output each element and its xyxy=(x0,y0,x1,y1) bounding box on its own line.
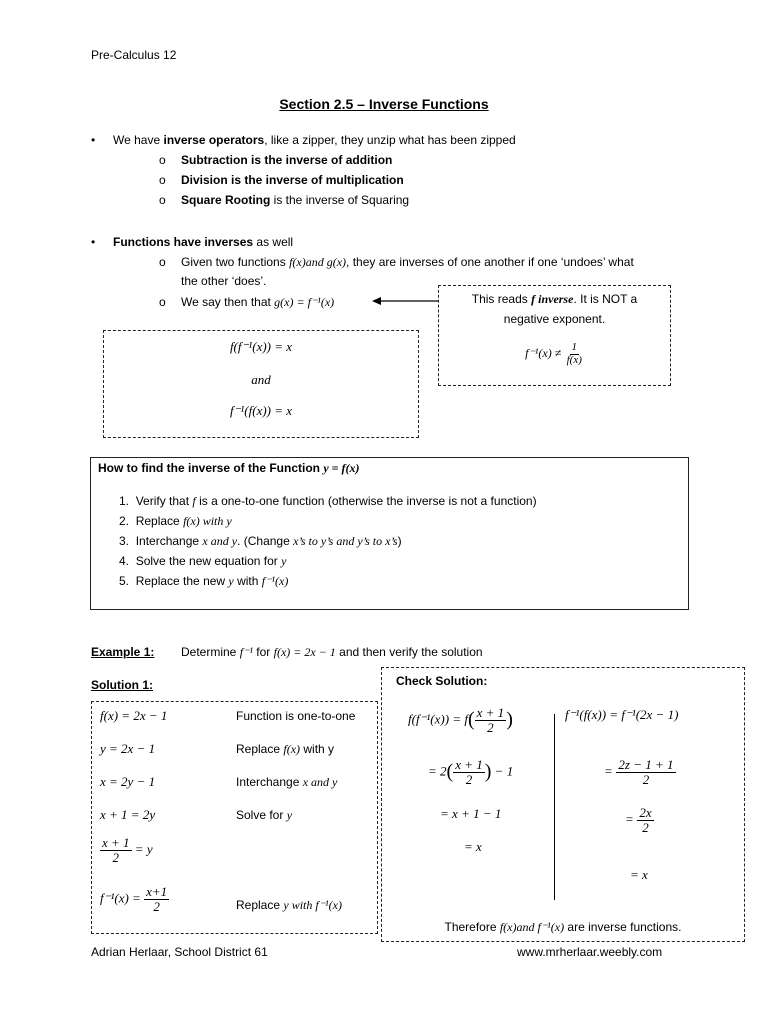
text: are inverse functions. xyxy=(564,920,682,934)
text: Interchange xyxy=(236,775,303,789)
howto-box xyxy=(90,457,689,610)
text: . It is NOT a xyxy=(573,292,638,306)
math: x and y xyxy=(202,534,238,548)
solution-box xyxy=(91,701,378,934)
denominator: f(x) xyxy=(566,353,582,366)
sub-bullet: o xyxy=(159,295,166,309)
check-left-1 xyxy=(408,706,513,734)
howto-step xyxy=(119,494,537,509)
solution-eq: f(x) = 2x − 1 xyxy=(100,708,168,723)
math: f⁻¹(x) ≠ xyxy=(525,346,562,361)
fraction xyxy=(475,706,507,734)
text: How to find the inverse of the Function xyxy=(98,461,324,475)
note-box xyxy=(438,285,671,386)
bullet-inverse-operators xyxy=(113,133,516,147)
math: f(x) with y xyxy=(183,514,232,528)
text: Replace xyxy=(236,742,284,756)
example-text xyxy=(181,645,483,660)
math: f inverse xyxy=(531,292,574,306)
math: x and y xyxy=(302,775,338,789)
math: y xyxy=(286,808,293,822)
check-label: Check Solution: xyxy=(396,674,488,688)
step-number: 4. xyxy=(119,554,130,568)
identity-line1: f(f⁻¹(x)) = x xyxy=(229,339,293,354)
solution-desc xyxy=(236,742,334,757)
text: We have xyxy=(113,133,164,147)
say-text xyxy=(181,295,334,310)
identity-box xyxy=(103,330,419,438)
numerator: 2x xyxy=(639,805,652,820)
solution-desc xyxy=(236,808,292,823)
fraction xyxy=(616,758,675,786)
text: ) xyxy=(397,534,402,548)
math: y xyxy=(281,554,287,568)
math: g(x) = f⁻¹(x) xyxy=(274,295,335,309)
sub-bullet: o xyxy=(159,255,166,269)
denominator: 2 xyxy=(465,771,473,787)
equals: = xyxy=(604,763,613,779)
footer-author: Adrian Herlaar, School District 61 xyxy=(91,945,268,959)
solution-desc xyxy=(236,775,337,790)
text: . (Change xyxy=(237,534,294,548)
given-text-line2: the other ‘does’. xyxy=(181,274,267,288)
footer-website[interactable]: www.mrherlaar.weebly.com xyxy=(517,945,663,959)
text: Replace the new xyxy=(135,574,229,588)
howto-step xyxy=(119,534,402,549)
check-left-3: = x + 1 − 1 xyxy=(440,806,502,821)
text: Determine xyxy=(181,645,240,659)
math: f xyxy=(192,494,196,508)
math: y = f(x) xyxy=(323,461,360,475)
denominator: 2 xyxy=(153,898,160,914)
text: , they are inverses of one another if one ‘undoes’ what xyxy=(346,255,634,269)
step-number: 2. xyxy=(119,514,130,528)
numerator: x+1 xyxy=(146,884,168,899)
text: Replace xyxy=(135,514,184,528)
math: f(x) xyxy=(283,742,301,756)
math: = 2 xyxy=(428,763,447,779)
numerator: 2z − 1 + 1 xyxy=(618,757,674,772)
text: Therefore xyxy=(444,920,500,934)
math: f⁻¹(x) = xyxy=(100,890,145,906)
paren: ( xyxy=(446,760,454,783)
check-left-4: = x xyxy=(464,839,482,854)
identity-and: and xyxy=(251,372,271,387)
text: Given two functions xyxy=(181,255,290,269)
sub-bullet: o xyxy=(159,153,166,167)
note-line1 xyxy=(439,292,670,307)
identity-line3: f⁻¹(f(x)) = x xyxy=(229,403,293,418)
text: Solve the new equation for xyxy=(135,554,282,568)
math: − 1 xyxy=(491,763,514,779)
solution-eq: x = 2y − 1 xyxy=(100,774,156,789)
text: with y xyxy=(300,742,335,756)
math: f(x) = 2x − 1 xyxy=(273,645,336,659)
check-box xyxy=(381,667,745,942)
paren: ) xyxy=(506,708,513,731)
denominator: 2 xyxy=(642,819,649,835)
math: f⁻¹ xyxy=(239,645,253,659)
step-number: 3. xyxy=(119,534,130,548)
math: f(f⁻¹(x)) = f xyxy=(408,711,468,727)
fraction xyxy=(453,758,485,786)
howto-step xyxy=(119,574,288,589)
math: x’s to y’s and y’s to x’s xyxy=(293,534,398,548)
text: as well xyxy=(253,235,294,249)
numerator: x + 1 xyxy=(102,835,130,850)
check-right-3 xyxy=(625,806,654,834)
bullet-functions-inverses xyxy=(113,235,293,249)
fraction xyxy=(144,885,169,913)
solution-desc: Function is one-to-one xyxy=(236,709,356,723)
note-line2: negative exponent. xyxy=(503,312,606,326)
sub-bullet: o xyxy=(159,193,166,207)
math: y xyxy=(228,574,234,588)
equals: = xyxy=(625,811,634,827)
denominator: 2 xyxy=(487,719,494,735)
text-bold: Square Rooting xyxy=(181,193,271,207)
solution-label: Solution 1: xyxy=(91,678,153,692)
solution-final-row xyxy=(100,885,169,913)
text-bold: inverse operators xyxy=(163,133,265,147)
step-number: 5. xyxy=(119,574,130,588)
text: and then verify the solution xyxy=(335,645,483,659)
text: This reads xyxy=(471,292,532,306)
fraction xyxy=(565,342,584,366)
sub-bullet: o xyxy=(159,173,166,187)
arrow-icon xyxy=(372,295,440,307)
note-formula xyxy=(439,342,670,366)
check-right-1: f⁻¹(f(x)) = f⁻¹(2x − 1) xyxy=(565,707,679,722)
solution-frac-row xyxy=(100,836,153,864)
text: Solve for xyxy=(236,808,287,822)
denominator: 2 xyxy=(642,771,650,787)
numerator: x + 1 xyxy=(476,705,505,720)
text: for xyxy=(252,645,274,659)
fraction xyxy=(100,836,132,864)
math: = y xyxy=(131,841,153,857)
text: Verify that xyxy=(135,494,193,508)
text: with xyxy=(233,574,262,588)
check-conclusion xyxy=(382,920,744,935)
check-right-4: = x xyxy=(630,867,648,882)
howto-title xyxy=(98,461,359,476)
solution-eq: y = 2x − 1 xyxy=(100,741,156,756)
math: f⁻¹(x) xyxy=(261,574,289,588)
sub-bullet-text xyxy=(181,193,409,207)
text: Replace xyxy=(236,898,284,912)
course-header: Pre-Calculus 12 xyxy=(91,48,177,62)
denominator: 2 xyxy=(112,849,120,865)
sub-bullet-text: Division is the inverse of multiplication xyxy=(181,173,404,187)
text: , like a zipper, they unzip what has been zipped xyxy=(264,133,516,147)
math: y with f⁻¹(x) xyxy=(283,898,342,912)
howto-step xyxy=(119,514,232,529)
fraction xyxy=(637,806,653,834)
howto-step xyxy=(119,554,286,569)
bullet-dot: • xyxy=(91,133,96,147)
check-left-2 xyxy=(428,758,513,786)
step-number: 1. xyxy=(119,494,130,508)
check-right-2 xyxy=(604,758,676,786)
text: is a one-to-one function (otherwise the inverse is not a function) xyxy=(195,494,537,508)
math: f(x)and g(x) xyxy=(289,255,347,269)
bullet-dot: • xyxy=(91,235,96,249)
given-text xyxy=(181,255,701,270)
solution-eq: x + 1 = 2y xyxy=(100,807,156,822)
paren: ( xyxy=(467,708,475,731)
text: Interchange xyxy=(135,534,203,548)
text: We say then that xyxy=(181,295,275,309)
solution-desc xyxy=(236,898,342,913)
example-label: Example 1: xyxy=(91,645,155,659)
math: f(x)and f⁻¹(x) xyxy=(499,920,565,934)
page-title: Section 2.5 – Inverse Functions xyxy=(279,96,489,112)
text: is the inverse of Squaring xyxy=(270,193,410,207)
sub-bullet-text: Subtraction is the inverse of addition xyxy=(181,153,393,167)
paren: ) xyxy=(484,760,492,783)
divider xyxy=(554,714,555,900)
numerator: x + 1 xyxy=(455,757,483,772)
numerator: 1 xyxy=(571,341,577,353)
text-bold: Functions have inverses xyxy=(113,235,254,249)
